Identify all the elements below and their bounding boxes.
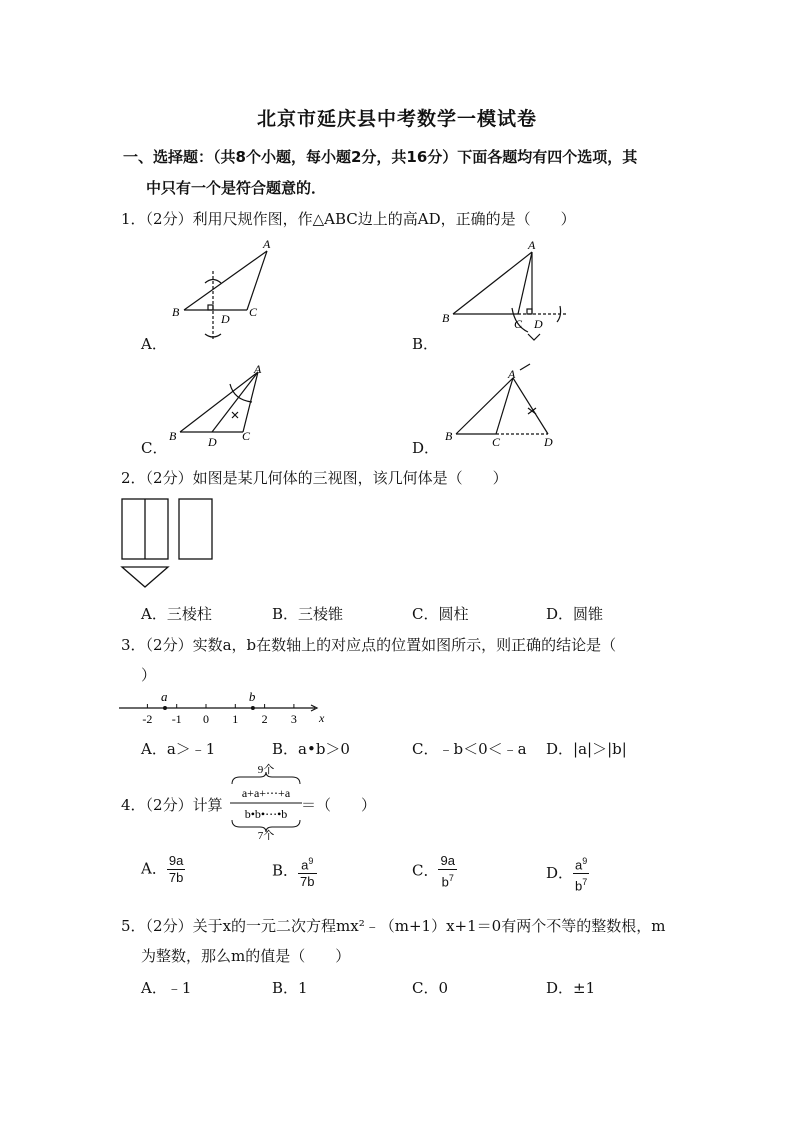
q4-option-c-num: 9a bbox=[440, 853, 455, 868]
q1a-label-c: C bbox=[249, 305, 258, 319]
q4-option-d[interactable] bbox=[546, 853, 589, 895]
section-header-line2: 中只有一个是符合题意的． bbox=[146, 179, 327, 197]
q4-denominator: b•b•⋯•b bbox=[244, 807, 288, 821]
q1a-right-angle bbox=[208, 305, 213, 310]
q3-tick-label: -1 bbox=[171, 712, 182, 726]
q1-figure-c bbox=[160, 360, 280, 446]
q5-option-c[interactable]: C．0 bbox=[412, 979, 449, 997]
q2-three-view-figure bbox=[118, 497, 218, 593]
q5-option-b[interactable]: B．1 bbox=[272, 979, 308, 997]
q1-figure-d bbox=[440, 362, 570, 450]
q3-tick-label: 2 bbox=[261, 712, 268, 726]
q3-option-b[interactable]: B．a•b＞0 bbox=[272, 740, 350, 758]
q3-label-b: b bbox=[248, 689, 256, 704]
q3-option-d[interactable]: D．|a|＞|b| bbox=[546, 740, 627, 758]
q4-option-b-den: 7b bbox=[300, 874, 315, 890]
q1-figure-b bbox=[430, 236, 580, 348]
q3-number-line bbox=[115, 688, 340, 730]
q1c-arc-1 bbox=[230, 384, 252, 402]
q1c-label-d: D bbox=[208, 435, 217, 446]
q2-top-view bbox=[122, 567, 168, 587]
q1b-label-a: A bbox=[528, 238, 536, 252]
q4-option-a-num: 9a bbox=[168, 853, 184, 868]
question-4-prefix: 4．（2分）计算 bbox=[121, 796, 223, 814]
q3-point-a bbox=[163, 706, 167, 710]
q3-tick-label: 0 bbox=[203, 712, 209, 726]
q1b-right-angle bbox=[527, 309, 532, 314]
q4-option-c-fraction bbox=[438, 853, 456, 890]
q4-option-c-den-sup: 7 bbox=[448, 873, 454, 883]
q3-option-c[interactable]: C．﹣b＜0＜﹣a bbox=[412, 740, 527, 758]
q5-option-d[interactable]: D．±1 bbox=[546, 979, 596, 997]
question-1-text: 1．（2分）利用尺规作图，作△ABC边上的高AD，正确的是（ ） bbox=[121, 210, 576, 228]
q5-option-a[interactable]: A．﹣1 bbox=[141, 979, 192, 997]
q3-axis-var: x bbox=[319, 711, 325, 725]
q4-bottom-count: 7个 bbox=[257, 830, 275, 840]
q1b-arc-bottom bbox=[528, 334, 540, 340]
q3-label-a: a bbox=[160, 689, 168, 704]
q1a-label-a: A bbox=[263, 237, 271, 251]
q4-option-c-den: b bbox=[441, 874, 449, 890]
q1b-label-c: C bbox=[514, 317, 523, 331]
q1d-arc-top bbox=[520, 364, 530, 370]
q1c-label-a: A bbox=[254, 362, 262, 376]
q4-option-d-label: D． bbox=[546, 863, 574, 882]
q1a-line-ca bbox=[247, 251, 267, 310]
q4-option-a-den: 7b bbox=[168, 870, 184, 885]
q3-option-a[interactable]: A．a＞﹣1 bbox=[141, 740, 216, 758]
q4-option-b-label: B． bbox=[272, 861, 299, 880]
question-4-suffix: ＝（ ） bbox=[301, 796, 377, 814]
q3-tick-label: -2 bbox=[142, 712, 153, 726]
question-3-line1: 3．（2分）实数a，b在数轴上的对应点的位置如图所示，则正确的结论是（ bbox=[121, 636, 617, 654]
question-3-line2: ） bbox=[141, 666, 157, 684]
page-title: 北京市延庆县中考数学一模试卷 bbox=[256, 108, 537, 130]
q4-option-d-den-sup: 7 bbox=[582, 877, 588, 888]
q4-option-b-num: a bbox=[301, 857, 309, 873]
q4-option-d-fraction bbox=[573, 853, 589, 895]
q1b-label-d: D bbox=[534, 317, 543, 331]
q1-option-a[interactable]: A． bbox=[141, 335, 167, 353]
q4-option-d-num-sup: 9 bbox=[582, 856, 588, 866]
q1d-label-c: C bbox=[492, 435, 501, 449]
q2-option-c[interactable]: C．圆柱 bbox=[412, 605, 469, 623]
question-5-line2: 为整数，那么m的值是（ ） bbox=[141, 947, 351, 965]
q1d-label-a: A bbox=[508, 367, 516, 381]
q1c-label-b: B bbox=[169, 429, 177, 443]
q2-option-a[interactable]: A．三棱柱 bbox=[141, 605, 212, 623]
q1d-label-d: D bbox=[544, 435, 553, 449]
q1b-label-b: B bbox=[442, 311, 450, 325]
q1-option-b[interactable]: B． bbox=[412, 335, 439, 353]
q1a-label-d: D bbox=[221, 312, 230, 326]
q4-option-a-label: A． bbox=[141, 859, 167, 878]
q4-option-a-fraction bbox=[167, 853, 185, 886]
q4-option-b[interactable] bbox=[272, 853, 317, 890]
q4-top-brace bbox=[232, 772, 300, 784]
q2-side-view bbox=[179, 499, 212, 559]
q4-option-a[interactable] bbox=[141, 853, 185, 886]
q1d-line-ad bbox=[513, 378, 548, 434]
q1a-line-ba bbox=[184, 251, 267, 310]
q1c-arc-cross bbox=[232, 412, 238, 418]
q1c-label-c: C bbox=[242, 429, 251, 443]
q4-option-d-den: b bbox=[575, 878, 583, 894]
q3-tick-label: 3 bbox=[290, 712, 297, 726]
q1a-label-b: B bbox=[172, 305, 180, 319]
q4-option-b-fraction bbox=[298, 853, 316, 890]
q2-option-d[interactable]: D．圆锥 bbox=[546, 605, 604, 623]
section-header-line1: 一、选择题：（共8个小题，每小题2分，共16分）下面各题均有四个选项，其 bbox=[123, 148, 638, 166]
q4-option-c[interactable] bbox=[412, 853, 457, 890]
q2-option-b[interactable]: B．三棱锥 bbox=[272, 605, 344, 623]
q1d-label-b: B bbox=[445, 429, 453, 443]
q1-option-c[interactable]: C． bbox=[141, 439, 168, 457]
q1-option-d[interactable]: D． bbox=[412, 439, 440, 457]
q1-figure-a bbox=[120, 236, 300, 348]
q4-option-c-label: C． bbox=[412, 861, 439, 880]
q4-option-d-num: a bbox=[575, 857, 583, 873]
q4-expression bbox=[228, 762, 304, 840]
question-2-text: 2．（2分）如图是某几何体的三视图，该几何体是（ ） bbox=[121, 469, 508, 487]
q1a-arc-bottom bbox=[205, 334, 221, 337]
q4-option-b-num-sup: 9 bbox=[308, 856, 314, 866]
q3-tick-label: 1 bbox=[232, 712, 239, 726]
question-5-line1: 5．（2分）关于x的一元二次方程mx²﹣（m+1）x+1＝0有两个不等的整数根，m bbox=[121, 917, 666, 935]
q4-numerator: a+a+⋯+a bbox=[241, 786, 291, 800]
q4-top-count: 9个 bbox=[257, 764, 275, 776]
q3-point-b bbox=[251, 706, 255, 710]
